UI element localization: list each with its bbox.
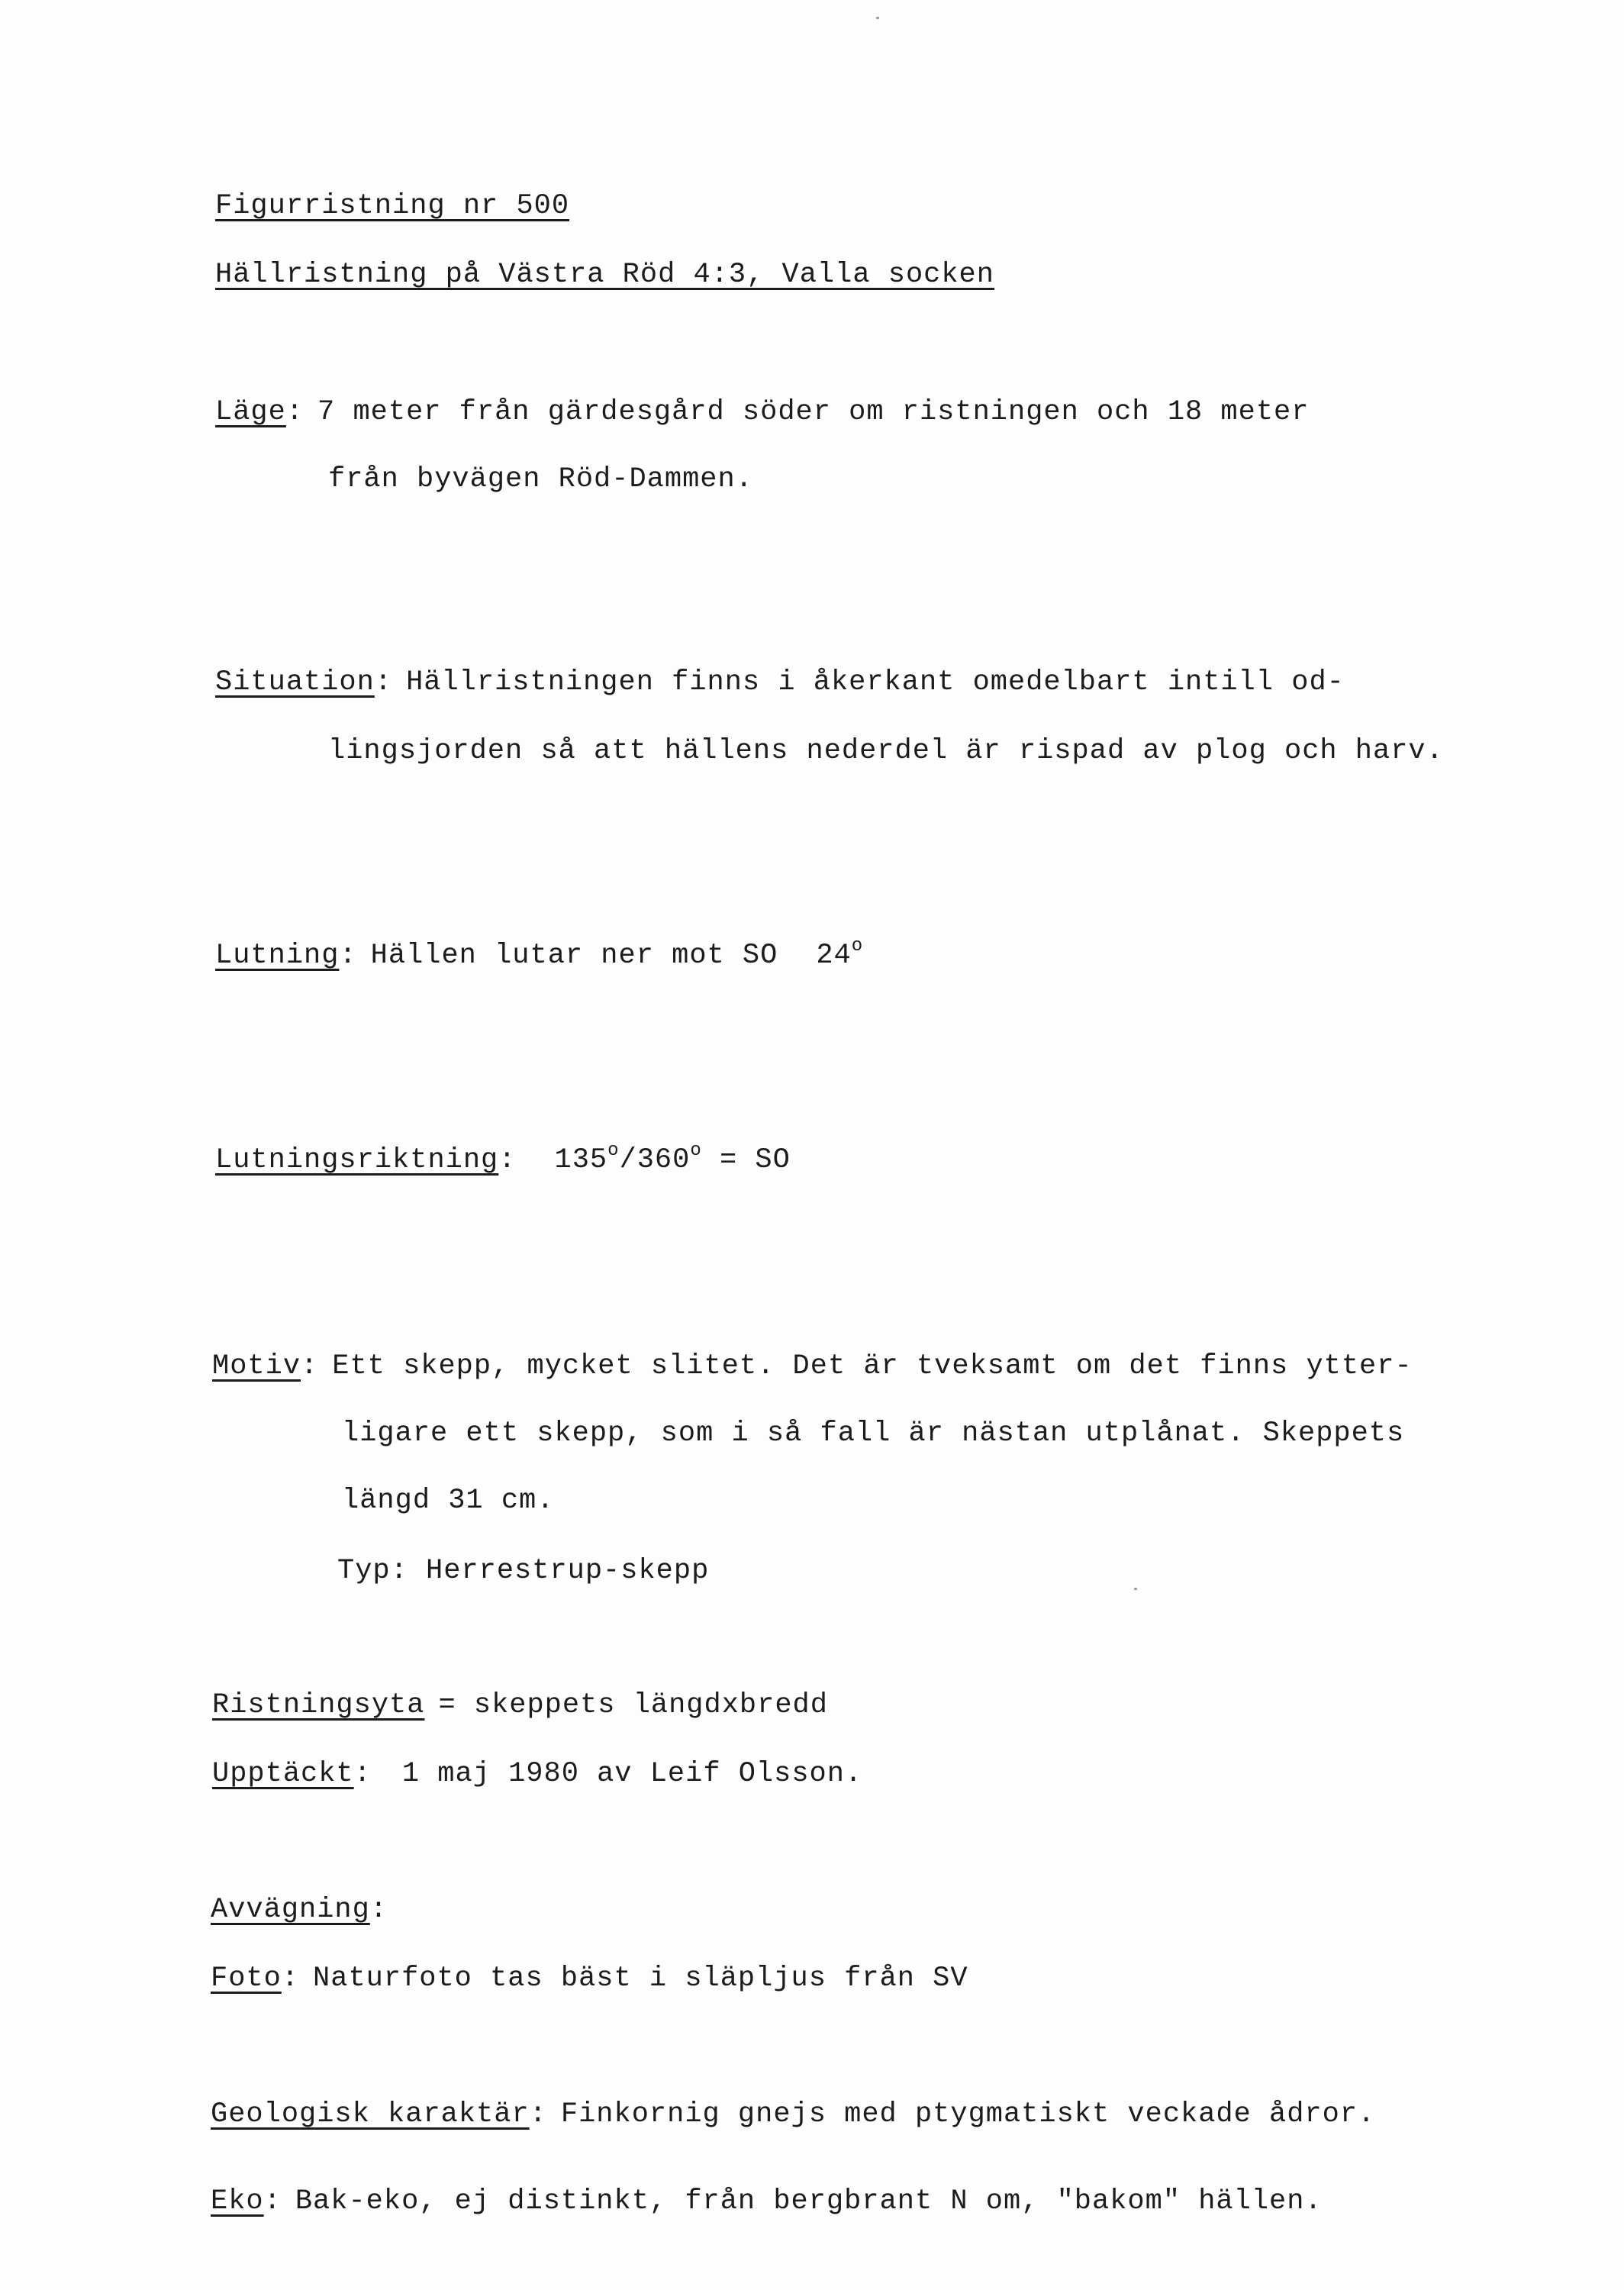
lage-text-1: 7 meter från gärdesgård söder om ristningen och 18 meter (317, 396, 1310, 428)
situation-line-1: Situation: Hällristningen finns i åkerkant omedelbart intill od- (215, 666, 1345, 698)
eko-line: Eko: Bak-eko, ej distinkt, från bergbrant N om, "bakom" hällen. (211, 2185, 1323, 2217)
degree-mark: o (851, 936, 864, 956)
upptackt-line: Upptäckt: 1 maj 1980 av Leif Olsson. (212, 1758, 863, 1790)
avvagning-label: Avvägning (211, 1894, 370, 1926)
foto-line: Foto: Naturfoto tas bäst i släpljus från SV (211, 1963, 968, 1995)
eko-label: Eko (211, 2185, 264, 2217)
motiv-typ: Typ: Herrestrup-skepp (337, 1555, 710, 1587)
avvagning-line: Avvägning: (211, 1894, 388, 1926)
ristningsyta-label: Ristningsyta (212, 1689, 425, 1721)
figure-number-heading: Figurristning nr 500 (215, 190, 570, 222)
foto-label: Foto (211, 1963, 282, 1995)
lutning-line: Lutning: Hällen lutar ner mot SO 24$^o$ (215, 936, 864, 972)
motiv-line-3: längd 31 cm. (342, 1485, 555, 1517)
motiv-line-2: ligare ett skepp, som i så fall är nästan utplånat. Skeppets (342, 1418, 1405, 1450)
upptackt-label: Upptäckt (212, 1758, 354, 1790)
lage-label: Läge (215, 396, 286, 428)
lutning-label: Lutning (215, 940, 340, 972)
lutningsriktning-line: Lutningsriktning: $135^o/360^o$ = SO (215, 1140, 791, 1176)
scan-speck (1134, 1588, 1137, 1590)
lutningsriktning-label: Lutningsriktning (215, 1144, 499, 1176)
ristningsyta-line: Ristningsyta = skeppets längdxbredd (212, 1689, 828, 1721)
site-heading: Hällristning på Västra Röd 4:3, Valla socken (215, 259, 994, 291)
situation-text-1: Hällristningen finns i åkerkant omedelbart intill od- (406, 666, 1345, 698)
motiv-line-1: Motiv: Ett skepp, mycket slitet. Det är tveksamt om det finns ytter- (212, 1350, 1413, 1382)
lutning-text: Hällen lutar ner mot SO (370, 940, 778, 972)
situation-line-2: lingsjorden så att hällens nederdel är rispad av plog och harv. (328, 735, 1444, 767)
lutningsriktning-value: 135 (554, 1144, 608, 1176)
geologisk-label: Geologisk karaktär (211, 2098, 530, 2130)
lage-line-2: från byvägen Röd-Dammen. (328, 463, 753, 495)
situation-label: Situation (215, 666, 375, 698)
scan-speck (876, 17, 879, 19)
lutning-value: 24 (816, 940, 852, 972)
geologisk-line: Geologisk karaktär: Finkornig gnejs med ptygmatiskt veckade ådror. (211, 2098, 1376, 2130)
lage-line-1: Läge: 7 meter från gärdesgård söder om ristningen och 18 meter (215, 396, 1310, 428)
motiv-label: Motiv (212, 1350, 301, 1382)
